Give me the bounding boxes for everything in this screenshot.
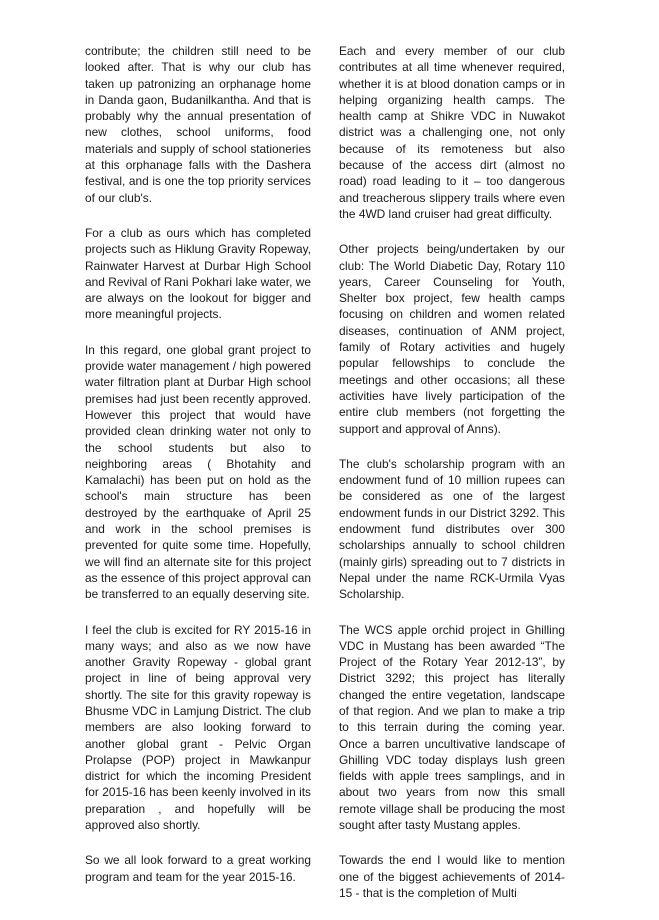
right-column xyxy=(339,43,565,920)
paragraph-achievements: Towards the end I would like to mention one of the biggest achievements of 2014-15 - that is the completion of Multi xyxy=(339,853,565,900)
paragraph-completed-projects: For a club as ours which has completed projects such as Hiklung Gravity Ropeway, Rainwater Harvest at Durbar High School and Revival of Rani Pokhari lake water, we are always on the lookout for bigger and more meaningful projects. xyxy=(85,225,311,322)
paragraph-scholarship: The club's scholarship program with an endowment fund of 10 million rupees can be considered as one of the largest endowment funds in our District 3292. This endowment fund distributes over 300 scholarships annually to school children (mainly girls) spreading out to 7 districts in Nepal under the name RCK-Urmila Vyas Scholarship. xyxy=(339,456,565,602)
paragraph-apple-orchid: The WCS apple orchid project in Ghilling VDC in Mustang has been awarded “The Project of the Rotary Year 2012-13”, by District 3292; this project has literally changed the entire vegetation, landscape of that region. And we plan to make a trip to this terrain during the coming year. Once a barren uncultivative landscape of Ghilling VDC today displays lush green fields with apple trees samplings, and in about two years from now this small remote village shall be producing the most sought after tasty Mustang apples. xyxy=(339,622,565,833)
paragraph-orphanage: contribute; the children still need to be looked after. That is why our club has taken up patronizing an orphanage home in Danda gaon, Budanilkantha. And that is probably why the annual presentation of new clothes, school uniforms, food materials and supply of school stationeries at this orphanage falls with the Dashera festival, and is one the top priority services of our club's. xyxy=(85,44,311,205)
paragraph-look-forward: So we all look forward to a great working program and team for the year 2015-16. xyxy=(85,853,311,884)
left-column xyxy=(85,43,311,904)
paragraph-health-camps: Each and every member of our club contributes at all time whenever required, whether it is at blood donation camps or in helping organizing health camps. The health camp at Shikre VDC in Nuwakot district was a challenging one, not only because of its remoteness but also because of the access dirt (almost no road) road leading to it – too dangerous and treacherous slippery trails where even the 4WD land cruiser had great difficulty. xyxy=(339,44,565,221)
paragraph-global-grant-water: In this regard, one global grant project to provide water management / high powered water filtration plant at Durbar High school premises had just been recently approved. However this project that would have provided clean drinking water not only to the school students but also to neighboring areas ( Bhotahity and Kamalachi) has been put on hold as the school's main structure has been destroyed by the earthquake of April 25 and work in the school premises is prevented for quite some time. Hopefully, we will find an alternate site for this project as the essence of this project approval can be transferred to an equally deserving site. xyxy=(85,342,311,602)
paragraph-ry-2015-16: I feel the club is excited for RY 2015-16 in many ways; and also as we now have another Gravity Ropeway - global grant project in line of being approval very shortly. The site for this gravity ropeway is Bhusme VDC in Lamjung District. The club members are also looking forward to another global grant - Pelvic Organ Prolapse (POP) project in Mawkanpur district for which the incoming President for 2015-16 has been keenly involved in its preparation , and hopefully will be approved also shortly. xyxy=(85,622,311,833)
paragraph-other-projects: Other projects being/undertaken by our club: The World Diabetic Day, Rotary 110 years, Career Counseling for Youth, Shelter box project, few health camps focusing on children and women related diseases, continuation of ANM project, family of Rotary activities and hugely popular fellowships to conclude the meetings and other occasions; all these activities have lively participation of the entire club members (not forgetting the support and approval of Anns). xyxy=(339,242,565,436)
